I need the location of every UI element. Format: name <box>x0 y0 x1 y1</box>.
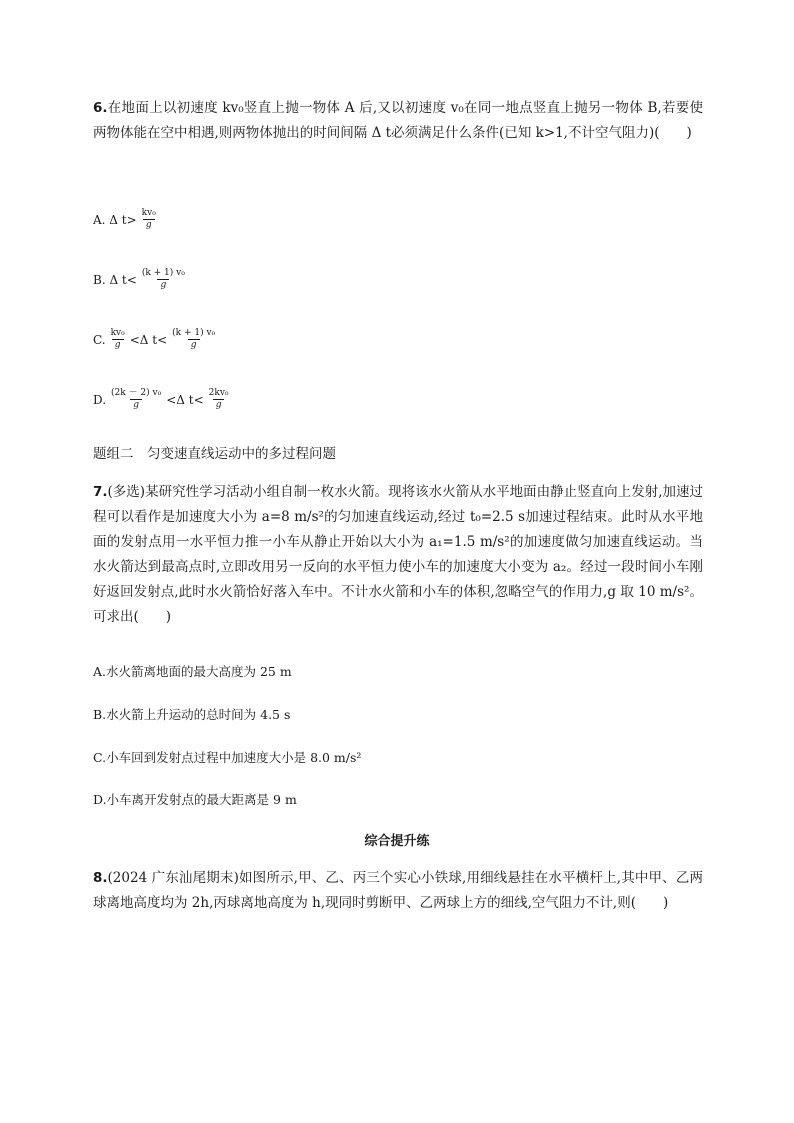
question-number: 8. <box>93 870 108 886</box>
option-a[interactable]: A.水火箭离地面的最大高度为 25 m <box>93 664 292 679</box>
option-prefix: C. <box>93 332 106 347</box>
option-b[interactable]: B.水火箭上升运动的总时间为 4.5 s <box>93 707 291 722</box>
question-number: 6. <box>93 100 108 116</box>
option-prefix: A. Δ t> <box>93 212 137 227</box>
question-number: 7. <box>93 484 108 500</box>
fraction: $\frac{\text{(k + 1) v₀}}{g}$ <box>141 268 185 290</box>
section-title: 综合提升练 <box>364 834 430 849</box>
option-prefix: D. <box>93 392 107 407</box>
option-d[interactable] <box>93 388 234 411</box>
question-7 <box>93 480 703 630</box>
question-stem: (2024 广东汕尾期末)如图所示,甲、乙、丙三个实心小铁球,用细线悬挂在水平横杆上,其中甲、乙两球离地高度均为 2h,丙球离地高度为 h,现同时剪断甲、乙两球上方的细线,空气阻力不计,则( ) <box>93 870 703 911</box>
inequality: <Δ t< <box>166 392 204 407</box>
question-6 <box>93 96 703 146</box>
question-8 <box>93 866 703 916</box>
option-b[interactable] <box>93 268 190 291</box>
fraction: $\frac{\text{(2k － 2) v₀}}{g}$ <box>111 388 162 410</box>
inequality: <Δ t< <box>129 332 168 347</box>
fraction: $\frac{\text{2kv₀}}{g}$ <box>208 388 229 410</box>
option-c[interactable]: C.小车回到发射点过程中加速度大小是 8.0 m/s² <box>93 750 362 765</box>
fraction: $\frac{\text{(k + 1) v₀}}{g}$ <box>172 328 216 350</box>
question-stem: (多选)某研究性学习活动小组自制一枚水火箭。现将该水火箭从水平地面由静止竖直向上发射,加速过程可以看作是加速度大小为 a=8 m/s²的匀加速直线运动,经过 t₀=2.5 s加速过程结束。此时从水平地面的发射点用一水平恒力推一小车从静止开始以大小为 a₁=1.5 m/s²的加速度做匀加速直线运动。当水火箭达到最高点时,立即改用另一反向的水平恒力使小车的加速度大小变为 a₂。经过一段时间小车刚好返回发射点,此时水火箭恰好落入车中。不计水火箭和小车的体积,忽略空气的作用力,g 取 10 m/s²。可求出( ) <box>93 484 703 625</box>
option-prefix: B. Δ t< <box>93 272 137 287</box>
question-stem: 在地面上以初速度 kv₀竖直上抛一物体 A 后,又以初速度 v₀在同一地点竖直上抛另一物体 B,若要使两物体能在空中相遇,则两物体抛出的时间间隔 Δ t必须满足什么条件(已知 k>1,不计空气阻力)( ) <box>93 100 703 141</box>
fraction: $\frac{\text{kv₀}}{g}$ <box>141 208 156 230</box>
fraction: $\frac{\text{kv₀}}{g}$ <box>110 328 125 350</box>
option-d[interactable]: D.小车离开发射点的最大距离是 9 m <box>93 792 297 807</box>
option-a[interactable] <box>93 208 161 231</box>
group-title: 题组二 匀变速直线运动中的多过程问题 <box>93 446 336 462</box>
option-c[interactable] <box>93 328 220 351</box>
